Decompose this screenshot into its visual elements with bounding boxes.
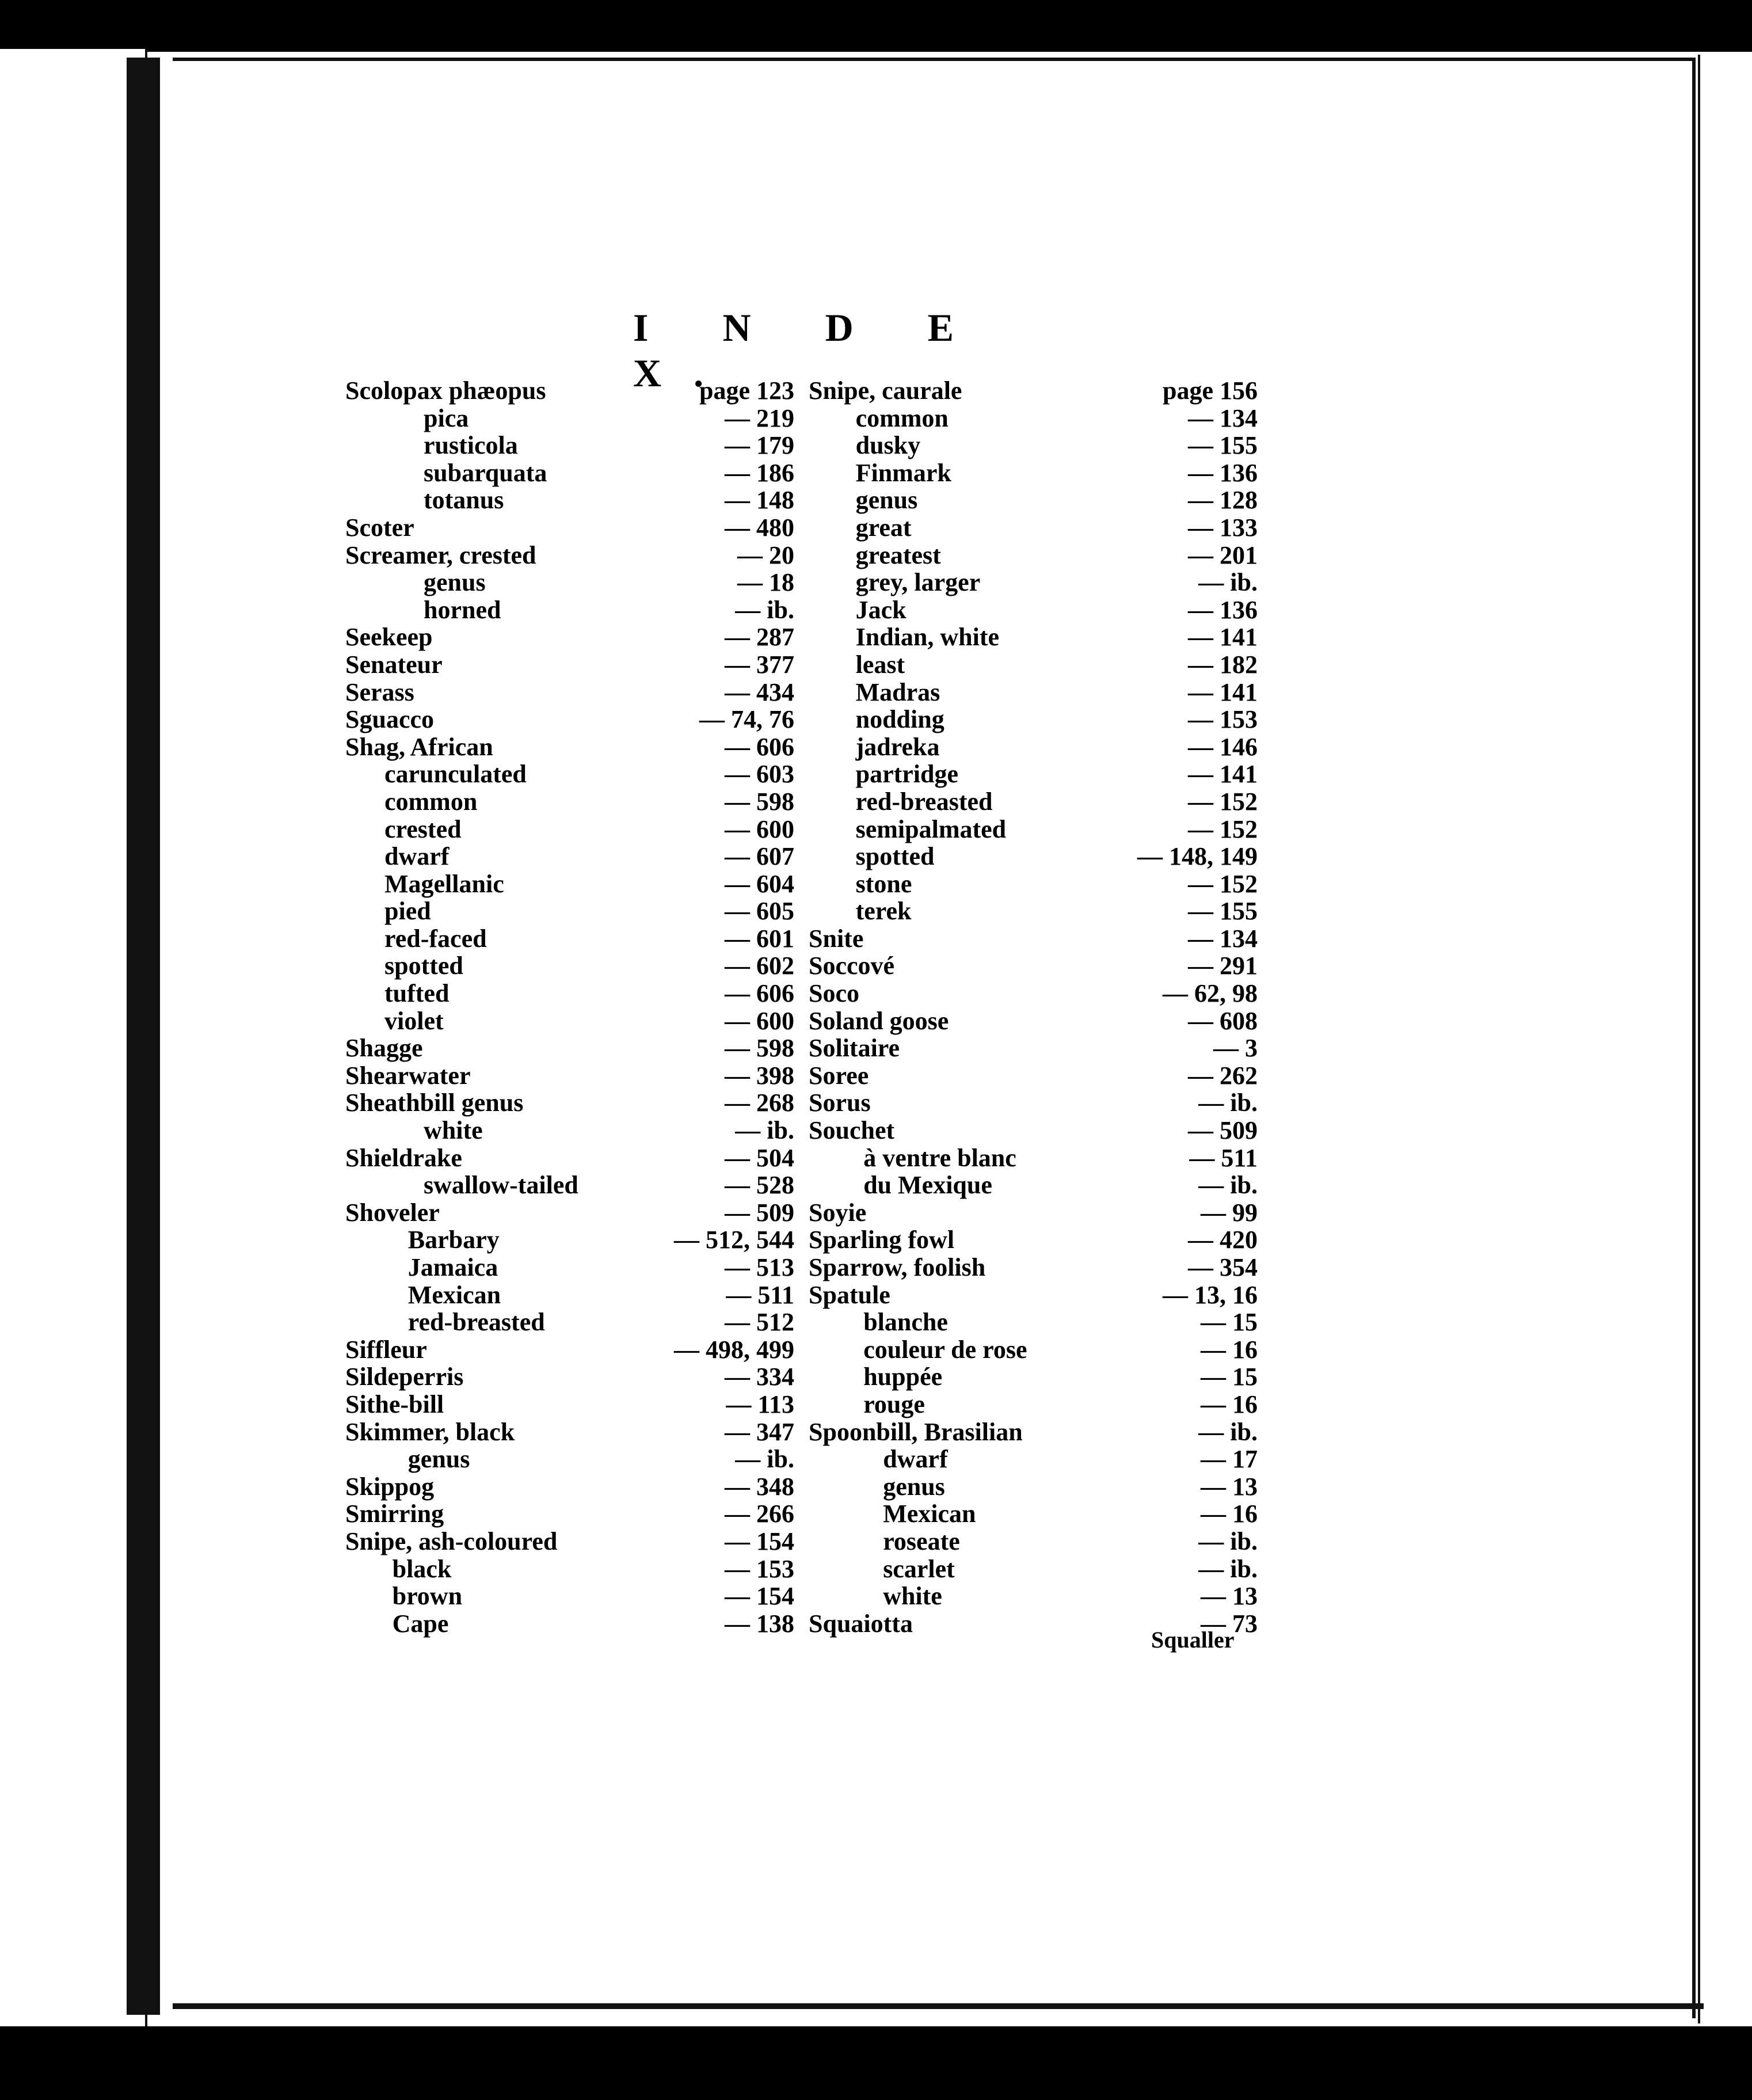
index-entry <box>345 432 794 459</box>
index-entry <box>345 1418 794 1446</box>
index-entry <box>809 1336 1258 1364</box>
entry-name: Senateur <box>345 650 443 679</box>
entry-name: subarquata <box>424 458 547 487</box>
entry-page: — 511 <box>726 1280 794 1309</box>
entry-name: Shieldrake <box>345 1143 462 1172</box>
entry-page: — 528 <box>725 1171 794 1200</box>
index-entry <box>345 788 794 816</box>
entry-name: jadreka <box>855 732 940 761</box>
book-spine <box>127 58 160 2015</box>
entry-page: — 16 <box>1201 1500 1258 1528</box>
entry-name: grey, larger <box>855 568 981 597</box>
entry-page: — ib. <box>735 1445 794 1474</box>
index-column-right <box>809 377 1258 1637</box>
index-entry <box>345 1281 794 1309</box>
entry-page: — 18 <box>737 568 794 597</box>
index-entry <box>345 679 794 706</box>
index-entry <box>345 1500 794 1528</box>
index-entry <box>809 459 1258 487</box>
index-entry <box>809 542 1258 569</box>
entry-page: — 291 <box>1188 952 1258 980</box>
index-entry <box>345 486 794 514</box>
entry-name: black <box>392 1554 452 1583</box>
entry-page: — 148 <box>725 486 794 515</box>
entry-page: — 134 <box>1188 404 1258 432</box>
entry-name: semipalmated <box>855 815 1007 843</box>
index-entry <box>809 1473 1258 1501</box>
entry-page: — 134 <box>1188 924 1258 953</box>
entry-page: — 509 <box>1188 1116 1258 1145</box>
entry-page: — 13, 16 <box>1163 1280 1258 1309</box>
index-entry <box>345 1445 794 1473</box>
entry-page: — 15 <box>1201 1363 1258 1391</box>
entry-name: common <box>384 787 478 816</box>
index-entry <box>345 1610 794 1638</box>
entry-page: — 598 <box>725 1034 794 1063</box>
entry-name: white <box>424 1116 483 1145</box>
entry-page: — 186 <box>725 458 794 487</box>
index-entry <box>809 1281 1258 1309</box>
entry-page: — 62, 98 <box>1163 979 1258 1008</box>
entry-name: brown <box>392 1582 463 1611</box>
index-entry <box>345 1226 794 1254</box>
index-entry <box>345 1254 794 1281</box>
index-entry <box>809 1062 1258 1090</box>
entry-name: spotted <box>855 842 935 871</box>
entry-name: Indian, white <box>855 623 1000 652</box>
entry-name: Shearwater <box>345 1061 471 1090</box>
index-entry <box>809 1144 1258 1172</box>
entry-name: tufted <box>384 979 450 1008</box>
index-entry <box>809 377 1258 405</box>
entry-page: — 182 <box>1188 650 1258 679</box>
entry-name: Spoonbill, Brasilian <box>809 1417 1023 1446</box>
index-entry <box>809 679 1258 706</box>
entry-page: — ib. <box>1198 1554 1258 1583</box>
entry-name: genus <box>883 1472 945 1501</box>
entry-name: Magellanic <box>384 869 504 898</box>
index-entry <box>345 733 794 761</box>
index-entry <box>809 816 1258 843</box>
index-entry <box>809 486 1258 514</box>
entry-name: Shag, African <box>345 732 493 761</box>
index-entry <box>345 1582 794 1610</box>
index-entry <box>809 432 1258 459</box>
index-entry <box>345 1199 794 1227</box>
entry-name: terek <box>855 897 912 926</box>
index-entry <box>345 377 794 405</box>
entry-name: stone <box>855 869 912 898</box>
entry-page: — 152 <box>1188 869 1258 898</box>
entry-page: — 348 <box>725 1472 794 1501</box>
entry-page: — 16 <box>1201 1390 1258 1418</box>
entry-page: — 154 <box>725 1527 794 1555</box>
entry-name: à ventre blanc <box>863 1143 1016 1172</box>
entry-name: blanche <box>863 1308 948 1337</box>
entry-page: — 603 <box>725 760 794 789</box>
index-entry <box>345 1007 794 1035</box>
index-entry <box>809 1254 1258 1281</box>
entry-page: — 504 <box>725 1143 794 1172</box>
entry-name: Souchet <box>809 1116 895 1145</box>
entry-name: Squaiotta <box>809 1609 913 1638</box>
entry-page: — 608 <box>1188 1006 1258 1035</box>
index-entry <box>345 651 794 679</box>
index-entry <box>345 514 794 542</box>
scan-top-border <box>0 0 1752 52</box>
index-entry <box>345 1034 794 1062</box>
index-entry <box>809 405 1258 432</box>
entry-page: — 604 <box>725 869 794 898</box>
index-entry <box>809 1555 1258 1583</box>
index-entry <box>809 1391 1258 1418</box>
index-entry <box>345 1308 794 1336</box>
index-entry <box>809 1007 1258 1035</box>
entry-page: — 601 <box>725 924 794 953</box>
entry-name: swallow-tailed <box>424 1171 578 1200</box>
entry-name: Seekeep <box>345 623 433 652</box>
entry-page: — 141 <box>1188 760 1258 789</box>
entry-page: — 133 <box>1188 513 1258 542</box>
index-entry <box>809 1226 1258 1254</box>
entry-name: Siffleur <box>345 1335 427 1364</box>
entry-name: Spatule <box>809 1280 890 1309</box>
entry-page: — 513 <box>725 1253 794 1281</box>
index-entry <box>345 569 794 596</box>
entry-page: — 13 <box>1201 1472 1258 1501</box>
entry-name: Finmark <box>855 458 951 487</box>
entry-page: — 155 <box>1188 897 1258 926</box>
entry-name: pied <box>384 897 431 926</box>
entry-page: — ib. <box>1198 1527 1258 1555</box>
entry-name: Skimmer, black <box>345 1417 515 1446</box>
index-entry <box>345 706 794 733</box>
entry-name: Jamaica <box>407 1253 498 1281</box>
entry-name: nodding <box>855 705 944 734</box>
entry-page: — 480 <box>725 513 794 542</box>
index-entry <box>345 760 794 788</box>
entry-name: couleur de rose <box>863 1335 1027 1364</box>
entry-page: — 136 <box>1188 595 1258 624</box>
entry-page: — 153 <box>725 1554 794 1583</box>
entry-name: spotted <box>384 952 463 980</box>
entry-name: Barbary <box>407 1226 500 1254</box>
entry-page: — 354 <box>1188 1253 1258 1281</box>
entry-page: — 179 <box>725 431 794 460</box>
entry-page: — 20 <box>737 541 794 569</box>
entry-page: — 600 <box>725 815 794 843</box>
entry-page: — 600 <box>725 1006 794 1035</box>
index-entry <box>345 980 794 1007</box>
entry-name: greatest <box>855 541 941 569</box>
index-entry <box>345 952 794 980</box>
entry-name: Soyie <box>809 1198 867 1227</box>
entry-page: — ib. <box>735 595 794 624</box>
index-entry <box>809 1418 1258 1446</box>
index-entry <box>345 1171 794 1199</box>
entry-name: Serass <box>345 678 414 706</box>
entry-name: totanus <box>424 486 504 515</box>
entry-page: — 3 <box>1213 1034 1258 1063</box>
entry-page: — ib. <box>1198 568 1258 597</box>
index-entry <box>345 1062 794 1090</box>
index-entry <box>345 542 794 569</box>
entry-page: — 141 <box>1188 678 1258 706</box>
index-entry <box>345 1336 794 1364</box>
entry-name: genus <box>407 1445 470 1474</box>
index-entry <box>809 651 1258 679</box>
index-entry <box>809 760 1258 788</box>
entry-name: Sguacco <box>345 705 434 734</box>
entry-page: — 607 <box>725 842 794 871</box>
page-title: I N D E X. <box>633 306 987 395</box>
index-entry <box>345 870 794 898</box>
scan-bottom-border <box>0 2026 1752 2100</box>
entry-name: Soland goose <box>809 1006 949 1035</box>
entry-page: — 398 <box>725 1061 794 1090</box>
entry-name: genus <box>855 486 918 515</box>
entry-page: — 598 <box>725 787 794 816</box>
index-entry <box>345 1473 794 1501</box>
index-entry <box>809 843 1258 870</box>
entry-name: Sithe-bill <box>345 1390 444 1418</box>
entry-page: — 512 <box>725 1308 794 1337</box>
entry-page: — 347 <box>725 1417 794 1446</box>
entry-name: Snite <box>809 924 864 953</box>
entry-page: — 262 <box>1188 1061 1258 1090</box>
index-entry <box>345 596 794 624</box>
entry-page: — 498, 499 <box>674 1335 794 1364</box>
entry-page: — 420 <box>1188 1226 1258 1254</box>
entry-page: — 152 <box>1188 787 1258 816</box>
index-entry <box>345 623 794 651</box>
index-entry <box>345 1555 794 1583</box>
entry-name: Snipe, caurale <box>809 376 962 405</box>
index-entry <box>345 1391 794 1418</box>
index-entry <box>345 1528 794 1555</box>
entry-name: dwarf <box>384 842 450 871</box>
index-entry <box>345 459 794 487</box>
index-entry <box>809 623 1258 651</box>
facing-page-edge <box>0 49 147 2029</box>
entry-name: Jack <box>855 595 907 624</box>
entry-name: red-faced <box>384 924 487 953</box>
entry-page: — 605 <box>725 897 794 926</box>
entry-name: carunculated <box>384 760 527 789</box>
entry-page: — 17 <box>1201 1445 1258 1474</box>
entry-page: — 99 <box>1201 1198 1258 1227</box>
index-entry <box>809 925 1258 953</box>
entry-page: — 606 <box>725 732 794 761</box>
entry-page: — ib. <box>1198 1089 1258 1117</box>
index-entry <box>345 1363 794 1391</box>
index-entry <box>809 514 1258 542</box>
index-entry <box>809 1089 1258 1117</box>
entry-page: — 153 <box>1188 705 1258 734</box>
entry-name: Solitaire <box>809 1034 900 1063</box>
entry-name: white <box>883 1582 942 1611</box>
index-entry <box>809 870 1258 898</box>
entry-page: — 154 <box>725 1582 794 1611</box>
index-entry <box>809 569 1258 596</box>
entry-page: — 509 <box>725 1198 794 1227</box>
entry-page: — 266 <box>725 1500 794 1528</box>
index-entry <box>809 1199 1258 1227</box>
entry-name: Mexican <box>407 1280 501 1309</box>
entry-page: — 13 <box>1201 1582 1258 1611</box>
entry-name: Scoter <box>345 513 414 542</box>
entry-page: — 148, 149 <box>1137 842 1258 871</box>
index-entry <box>809 733 1258 761</box>
entry-page: — 155 <box>1188 431 1258 460</box>
entry-page: — 136 <box>1188 458 1258 487</box>
index-entry <box>345 1117 794 1144</box>
entry-page: — 512, 544 <box>674 1226 794 1254</box>
index-column-left <box>345 377 794 1637</box>
index-entry <box>345 1089 794 1117</box>
entry-name: red-breasted <box>855 787 993 816</box>
entry-name: least <box>855 650 905 679</box>
page-bottom-edge <box>173 2003 1704 2009</box>
entry-page: — 287 <box>725 623 794 652</box>
entry-name: Smirring <box>345 1500 444 1528</box>
entry-name: dusky <box>855 431 921 460</box>
entry-name: common <box>855 404 949 432</box>
index-entry <box>345 925 794 953</box>
entry-name: Sparling fowl <box>809 1226 955 1254</box>
index-entry <box>809 788 1258 816</box>
entry-name: Soco <box>809 979 859 1008</box>
entry-page: — 15 <box>1201 1308 1258 1337</box>
entry-name: rusticola <box>424 431 518 460</box>
entry-page: — 511 <box>1189 1143 1258 1172</box>
index-entry <box>345 405 794 432</box>
index-entry <box>809 596 1258 624</box>
index-entry <box>809 1034 1258 1062</box>
entry-name: scarlet <box>883 1554 955 1583</box>
entry-page: — 141 <box>1188 623 1258 652</box>
entry-page: — 146 <box>1188 732 1258 761</box>
entry-name: violet <box>384 1006 444 1035</box>
entry-page: — 334 <box>725 1363 794 1391</box>
index-entry <box>809 1171 1258 1199</box>
index-entry <box>809 706 1258 733</box>
entry-page: — 16 <box>1201 1335 1258 1364</box>
entry-page: — 201 <box>1188 541 1258 569</box>
entry-page: — 434 <box>725 678 794 706</box>
entry-name: rouge <box>863 1390 925 1418</box>
entry-page: — 606 <box>725 979 794 1008</box>
entry-page: — 73 <box>1201 1609 1258 1638</box>
entry-page: — 152 <box>1188 815 1258 843</box>
entry-name: Sorus <box>809 1089 871 1117</box>
entry-name: Skippog <box>345 1472 435 1501</box>
entry-name: Madras <box>855 678 940 706</box>
index-entry <box>345 897 794 925</box>
entry-name: great <box>855 513 912 542</box>
index-entry <box>809 897 1258 925</box>
entry-page: — 268 <box>725 1089 794 1117</box>
index-entry <box>345 843 794 870</box>
index-entry <box>809 1582 1258 1610</box>
entry-name: Shagge <box>345 1034 423 1063</box>
entry-name: horned <box>424 595 501 624</box>
entry-name: Shoveler <box>345 1198 440 1227</box>
entry-name: Screamer, crested <box>345 541 536 569</box>
index-entry <box>345 816 794 843</box>
entry-page: page 156 <box>1163 376 1258 405</box>
entry-name: crested <box>384 815 462 843</box>
catchword: Squaller <box>1151 1627 1235 1653</box>
index-entry <box>809 1500 1258 1528</box>
entry-name: Cape <box>392 1609 449 1638</box>
page-fore-edge <box>1698 55 1746 2023</box>
entry-name: pica <box>424 404 469 432</box>
index-entry <box>345 1144 794 1172</box>
entry-name: genus <box>424 568 486 597</box>
entry-page: — 128 <box>1188 486 1258 515</box>
entry-name: red-breasted <box>407 1308 545 1337</box>
entry-page: — 138 <box>725 1609 794 1638</box>
index-entry <box>809 952 1258 980</box>
entry-page: — 219 <box>725 404 794 432</box>
entry-name: dwarf <box>883 1445 948 1474</box>
entry-name: Sildeperris <box>345 1363 464 1391</box>
entry-name: Scolopax phæopus <box>345 376 546 405</box>
entry-name: huppée <box>863 1363 943 1391</box>
entry-name: Soccové <box>809 952 895 980</box>
entry-name: Soree <box>809 1061 869 1090</box>
entry-name: Mexican <box>883 1500 976 1528</box>
entry-page: — 113 <box>726 1390 794 1418</box>
entry-name: Sparrow, foolish <box>809 1253 986 1281</box>
entry-page: page 123 <box>699 376 794 405</box>
entry-name: Sheathbill genus <box>345 1089 524 1117</box>
entry-page: — ib. <box>1198 1171 1258 1200</box>
entry-name: Snipe, ash-coloured <box>345 1527 558 1555</box>
index-entry <box>809 1445 1258 1473</box>
entry-page: — 377 <box>725 650 794 679</box>
entry-name: du Mexique <box>863 1171 992 1200</box>
index-entry <box>809 980 1258 1007</box>
entry-page: — ib. <box>735 1116 794 1145</box>
index-entry <box>809 1363 1258 1391</box>
index-entry <box>809 1528 1258 1555</box>
entry-page: — 602 <box>725 952 794 980</box>
index-entry <box>809 1308 1258 1336</box>
index-entry <box>809 1117 1258 1144</box>
entry-page: — 74, 76 <box>699 705 794 734</box>
entry-name: roseate <box>883 1527 960 1555</box>
entry-name: partridge <box>855 760 958 789</box>
entry-page: — ib. <box>1198 1417 1258 1446</box>
